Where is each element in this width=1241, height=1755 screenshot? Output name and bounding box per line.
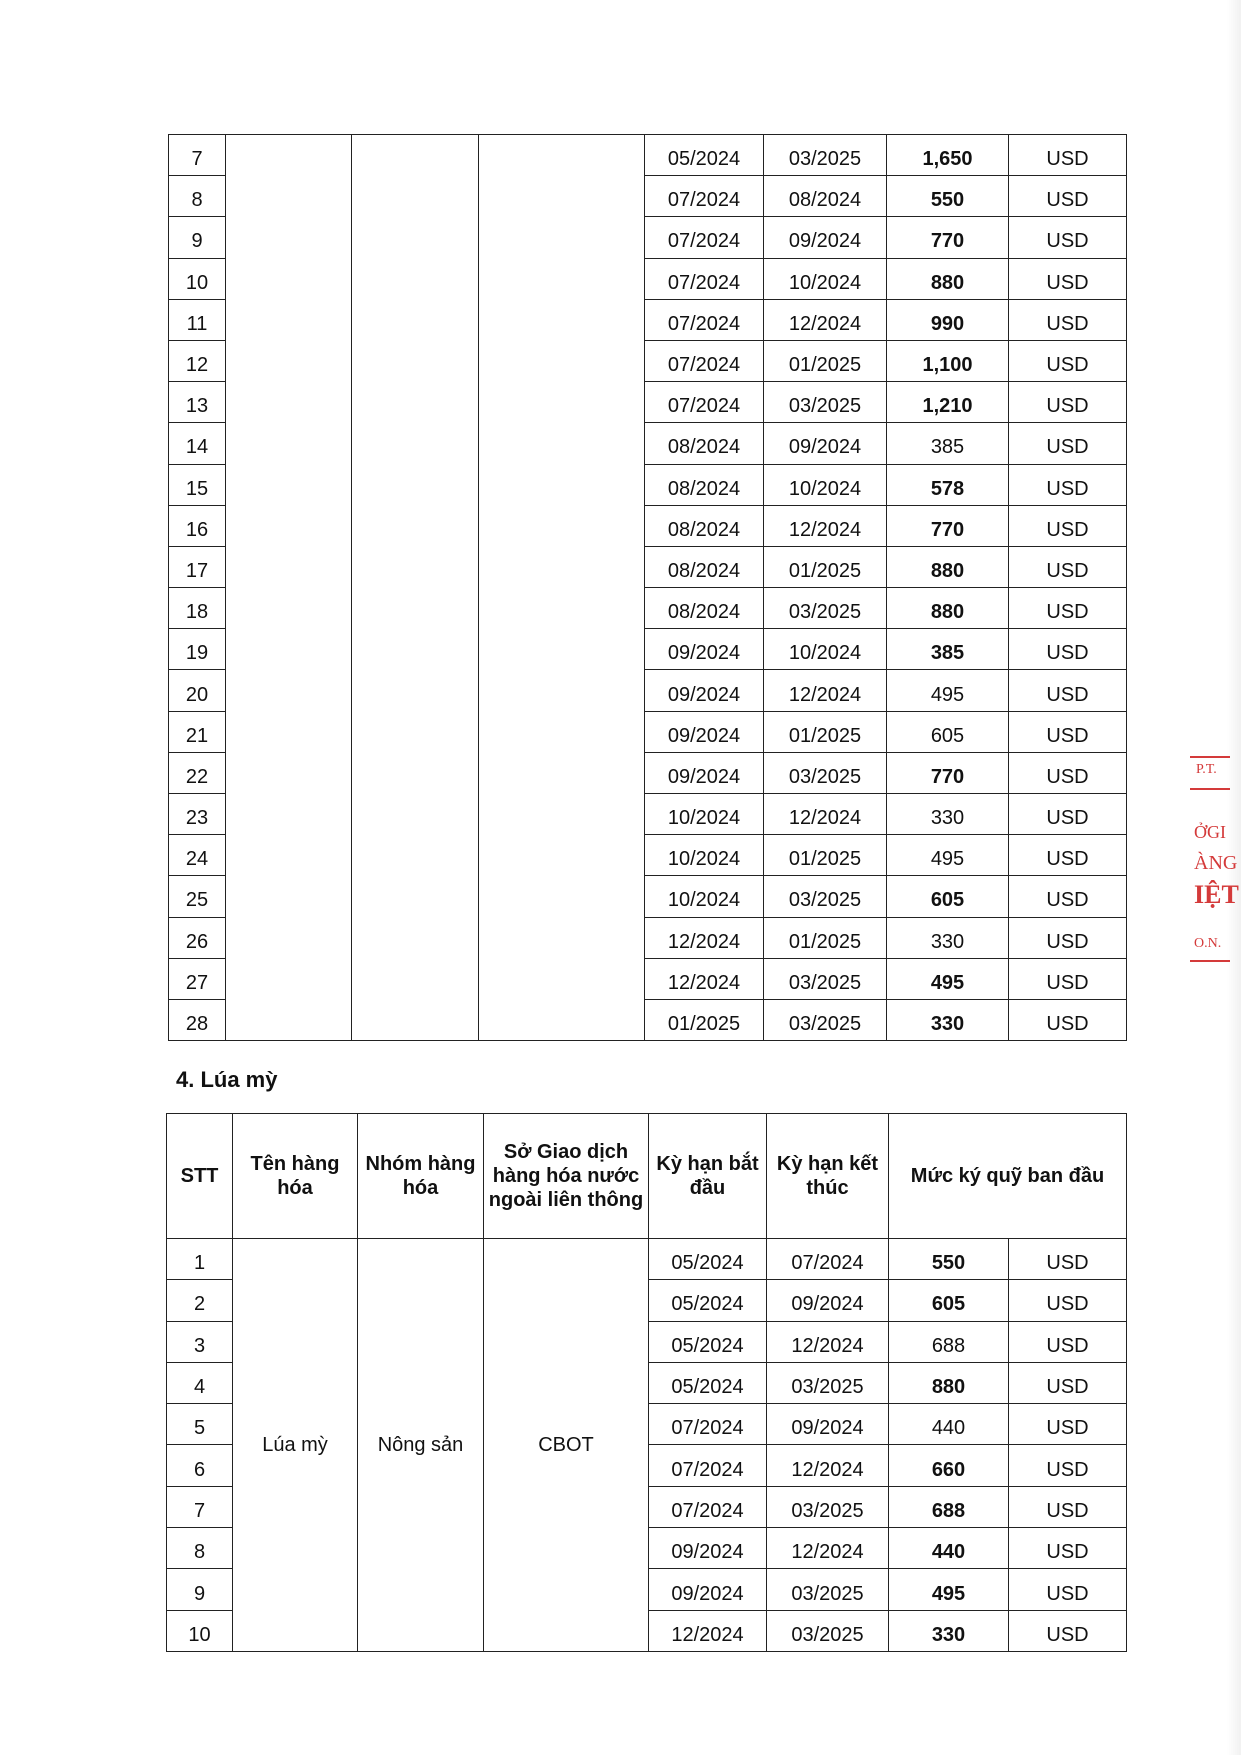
row-currency: USD <box>1009 1486 1127 1527</box>
row-currency: USD <box>1009 752 1127 793</box>
row-currency: USD <box>1009 711 1127 752</box>
row-start-term: 08/2024 <box>645 588 764 629</box>
row-end-term: 12/2024 <box>764 670 887 711</box>
commodity-group-cell: Nông sản <box>358 1239 484 1652</box>
header-commodity-group: Nhóm hàng hóa <box>358 1114 484 1239</box>
row-start-term: 08/2024 <box>645 546 764 587</box>
row-margin-value: 330 <box>887 794 1009 835</box>
row-margin-value: 660 <box>889 1445 1009 1486</box>
row-start-term: 01/2025 <box>645 999 764 1040</box>
row-stt: 21 <box>169 711 226 752</box>
red-seal-stamp <box>1190 752 1239 972</box>
commodity-name-cell: Lúa mỳ <box>233 1239 358 1652</box>
row-end-term: 01/2025 <box>764 711 887 752</box>
row-end-term: 01/2025 <box>764 835 887 876</box>
row-start-term: 05/2024 <box>649 1280 767 1321</box>
row-end-term: 12/2024 <box>764 505 887 546</box>
row-stt: 9 <box>169 217 226 258</box>
row-margin-value: 688 <box>889 1321 1009 1362</box>
row-stt: 27 <box>169 958 226 999</box>
row-start-term: 09/2024 <box>649 1528 767 1569</box>
exchange-cell <box>479 135 645 1041</box>
header-end-term: Kỳ hạn kết thúc <box>767 1114 889 1239</box>
row-end-term: 09/2024 <box>767 1280 889 1321</box>
row-margin-value: 495 <box>887 670 1009 711</box>
stamp-text: ỞGI <box>1194 822 1226 842</box>
row-currency: USD <box>1009 1528 1127 1569</box>
stamp-arc <box>1190 788 1230 790</box>
row-currency: USD <box>1009 670 1127 711</box>
row-currency: USD <box>1009 1280 1127 1321</box>
row-end-term: 03/2025 <box>764 752 887 793</box>
stamp-text: O.N. <box>1194 936 1222 951</box>
row-currency: USD <box>1009 464 1127 505</box>
row-margin-value: 880 <box>887 258 1009 299</box>
row-stt: 8 <box>169 176 226 217</box>
row-stt: 19 <box>169 629 226 670</box>
row-start-term: 05/2024 <box>649 1239 767 1280</box>
row-start-term: 09/2024 <box>645 752 764 793</box>
row-start-term: 07/2024 <box>645 299 764 340</box>
row-start-term: 10/2024 <box>645 876 764 917</box>
row-start-term: 08/2024 <box>645 505 764 546</box>
stamp-text: P.T. <box>1196 762 1217 777</box>
row-end-term: 10/2024 <box>764 464 887 505</box>
row-stt: 22 <box>169 752 226 793</box>
row-end-term: 03/2025 <box>767 1569 889 1610</box>
row-currency: USD <box>1009 1362 1127 1403</box>
header-initial-margin: Mức ký quỹ ban đầu <box>889 1114 1127 1239</box>
row-start-term: 07/2024 <box>645 258 764 299</box>
row-currency: USD <box>1009 999 1127 1040</box>
row-end-term: 03/2025 <box>767 1610 889 1651</box>
row-end-term: 09/2024 <box>764 217 887 258</box>
row-end-term: 03/2025 <box>764 382 887 423</box>
row-margin-value: 880 <box>887 546 1009 587</box>
margin-table-continued <box>168 134 1127 1041</box>
row-start-term: 08/2024 <box>645 423 764 464</box>
row-end-term: 12/2024 <box>767 1528 889 1569</box>
row-margin-value: 770 <box>887 752 1009 793</box>
stamp-text: ÀNG <box>1194 852 1238 874</box>
row-stt: 11 <box>169 299 226 340</box>
row-stt: 15 <box>169 464 226 505</box>
row-start-term: 07/2024 <box>645 340 764 381</box>
header-stt: STT <box>167 1114 233 1239</box>
row-currency: USD <box>1009 299 1127 340</box>
row-margin-value: 1,100 <box>887 340 1009 381</box>
row-currency: USD <box>1009 1321 1127 1362</box>
row-start-term: 10/2024 <box>645 835 764 876</box>
row-margin-value: 880 <box>887 588 1009 629</box>
row-stt: 7 <box>169 135 226 176</box>
row-currency: USD <box>1009 588 1127 629</box>
row-start-term: 07/2024 <box>649 1445 767 1486</box>
row-margin-value: 330 <box>887 917 1009 958</box>
row-end-term: 12/2024 <box>764 299 887 340</box>
row-margin-value: 550 <box>887 176 1009 217</box>
row-currency: USD <box>1009 1404 1127 1445</box>
row-stt: 9 <box>167 1569 233 1610</box>
row-currency: USD <box>1009 176 1127 217</box>
row-stt: 28 <box>169 999 226 1040</box>
row-start-term: 08/2024 <box>645 464 764 505</box>
row-stt: 26 <box>169 917 226 958</box>
margin-table-continued-body <box>169 135 1127 1041</box>
row-start-term: 09/2024 <box>645 670 764 711</box>
row-end-term: 01/2025 <box>764 546 887 587</box>
row-end-term: 03/2025 <box>764 876 887 917</box>
row-end-term: 03/2025 <box>764 999 887 1040</box>
row-end-term: 07/2024 <box>767 1239 889 1280</box>
row-margin-value: 605 <box>889 1280 1009 1321</box>
row-margin-value: 330 <box>889 1610 1009 1651</box>
header-start-term: Kỳ hạn bắt đầu <box>649 1114 767 1239</box>
row-margin-value: 770 <box>887 505 1009 546</box>
row-start-term: 07/2024 <box>649 1404 767 1445</box>
row-end-term: 12/2024 <box>764 794 887 835</box>
row-stt: 13 <box>169 382 226 423</box>
row-start-term: 07/2024 <box>645 176 764 217</box>
row-margin-value: 578 <box>887 464 1009 505</box>
row-start-term: 07/2024 <box>649 1486 767 1527</box>
row-margin-value: 990 <box>887 299 1009 340</box>
row-currency: USD <box>1009 1569 1127 1610</box>
row-start-term: 05/2024 <box>649 1321 767 1362</box>
row-start-term: 05/2024 <box>649 1362 767 1403</box>
row-end-term: 03/2025 <box>764 135 887 176</box>
row-currency: USD <box>1009 505 1127 546</box>
row-stt: 18 <box>169 588 226 629</box>
row-currency: USD <box>1009 423 1127 464</box>
row-stt: 25 <box>169 876 226 917</box>
row-end-term: 09/2024 <box>764 423 887 464</box>
row-margin-value: 1,650 <box>887 135 1009 176</box>
row-currency: USD <box>1009 546 1127 587</box>
row-start-term: 09/2024 <box>649 1569 767 1610</box>
row-margin-value: 495 <box>887 958 1009 999</box>
row-start-term: 12/2024 <box>645 958 764 999</box>
row-margin-value: 330 <box>887 999 1009 1040</box>
row-margin-value: 440 <box>889 1404 1009 1445</box>
commodity-name-cell <box>226 135 352 1041</box>
row-end-term: 09/2024 <box>767 1404 889 1445</box>
row-start-term: 05/2024 <box>645 135 764 176</box>
row-stt: 2 <box>167 1280 233 1321</box>
wheat-table-body <box>167 1239 1127 1652</box>
row-end-term: 12/2024 <box>767 1445 889 1486</box>
row-stt: 17 <box>169 546 226 587</box>
row-start-term: 09/2024 <box>645 711 764 752</box>
row-margin-value: 688 <box>889 1486 1009 1527</box>
header-commodity-name: Tên hàng hóa <box>233 1114 358 1239</box>
row-stt: 16 <box>169 505 226 546</box>
section-heading: 4. Lúa mỳ <box>176 1067 278 1092</box>
row-margin-value: 880 <box>889 1362 1009 1403</box>
row-currency: USD <box>1009 217 1127 258</box>
stamp-arc <box>1190 960 1230 962</box>
row-end-term: 10/2024 <box>764 258 887 299</box>
row-margin-value: 605 <box>887 876 1009 917</box>
row-start-term: 09/2024 <box>645 629 764 670</box>
row-currency: USD <box>1009 917 1127 958</box>
row-stt: 3 <box>167 1321 233 1362</box>
row-stt: 1 <box>167 1239 233 1280</box>
wheat-margin-table <box>166 1113 1127 1652</box>
row-stt: 24 <box>169 835 226 876</box>
row-currency: USD <box>1009 1239 1127 1280</box>
row-end-term: 12/2024 <box>767 1321 889 1362</box>
row-start-term: 07/2024 <box>645 382 764 423</box>
row-start-term: 12/2024 <box>645 917 764 958</box>
row-currency: USD <box>1009 958 1127 999</box>
row-end-term: 10/2024 <box>764 629 887 670</box>
row-start-term: 07/2024 <box>645 217 764 258</box>
row-stt: 7 <box>167 1486 233 1527</box>
row-stt: 23 <box>169 794 226 835</box>
row-currency: USD <box>1009 1445 1127 1486</box>
row-end-term: 03/2025 <box>767 1486 889 1527</box>
row-currency: USD <box>1009 876 1127 917</box>
row-margin-value: 385 <box>887 629 1009 670</box>
row-stt: 10 <box>167 1610 233 1651</box>
row-stt: 8 <box>167 1528 233 1569</box>
header-exchange: Sở Giao dịch hàng hóa nước ngoài liên thông <box>484 1114 649 1239</box>
row-end-term: 03/2025 <box>764 588 887 629</box>
table-row <box>169 135 1127 176</box>
row-currency: USD <box>1009 794 1127 835</box>
row-margin-value: 385 <box>887 423 1009 464</box>
row-margin-value: 1,210 <box>887 382 1009 423</box>
row-currency: USD <box>1009 382 1127 423</box>
row-margin-value: 605 <box>887 711 1009 752</box>
row-end-term: 03/2025 <box>767 1362 889 1403</box>
row-margin-value: 495 <box>889 1569 1009 1610</box>
commodity-group-cell <box>352 135 479 1041</box>
wheat-table-header <box>167 1114 1127 1239</box>
stamp-arc <box>1190 756 1230 758</box>
row-start-term: 10/2024 <box>645 794 764 835</box>
row-stt: 20 <box>169 670 226 711</box>
exchange-cell: CBOT <box>484 1239 649 1652</box>
row-stt: 10 <box>169 258 226 299</box>
row-margin-value: 550 <box>889 1239 1009 1280</box>
row-margin-value: 440 <box>889 1528 1009 1569</box>
row-currency: USD <box>1009 1610 1127 1651</box>
row-stt: 6 <box>167 1445 233 1486</box>
table-row <box>167 1239 1127 1280</box>
row-stt: 14 <box>169 423 226 464</box>
row-currency: USD <box>1009 135 1127 176</box>
stamp-text: IỆT <box>1194 880 1239 909</box>
row-stt: 5 <box>167 1404 233 1445</box>
row-end-term: 01/2025 <box>764 917 887 958</box>
row-stt: 4 <box>167 1362 233 1403</box>
row-end-term: 03/2025 <box>764 958 887 999</box>
row-margin-value: 770 <box>887 217 1009 258</box>
row-stt: 12 <box>169 340 226 381</box>
row-currency: USD <box>1009 258 1127 299</box>
row-currency: USD <box>1009 340 1127 381</box>
row-end-term: 08/2024 <box>764 176 887 217</box>
row-start-term: 12/2024 <box>649 1610 767 1651</box>
row-currency: USD <box>1009 629 1127 670</box>
row-currency: USD <box>1009 835 1127 876</box>
row-end-term: 01/2025 <box>764 340 887 381</box>
row-margin-value: 495 <box>887 835 1009 876</box>
